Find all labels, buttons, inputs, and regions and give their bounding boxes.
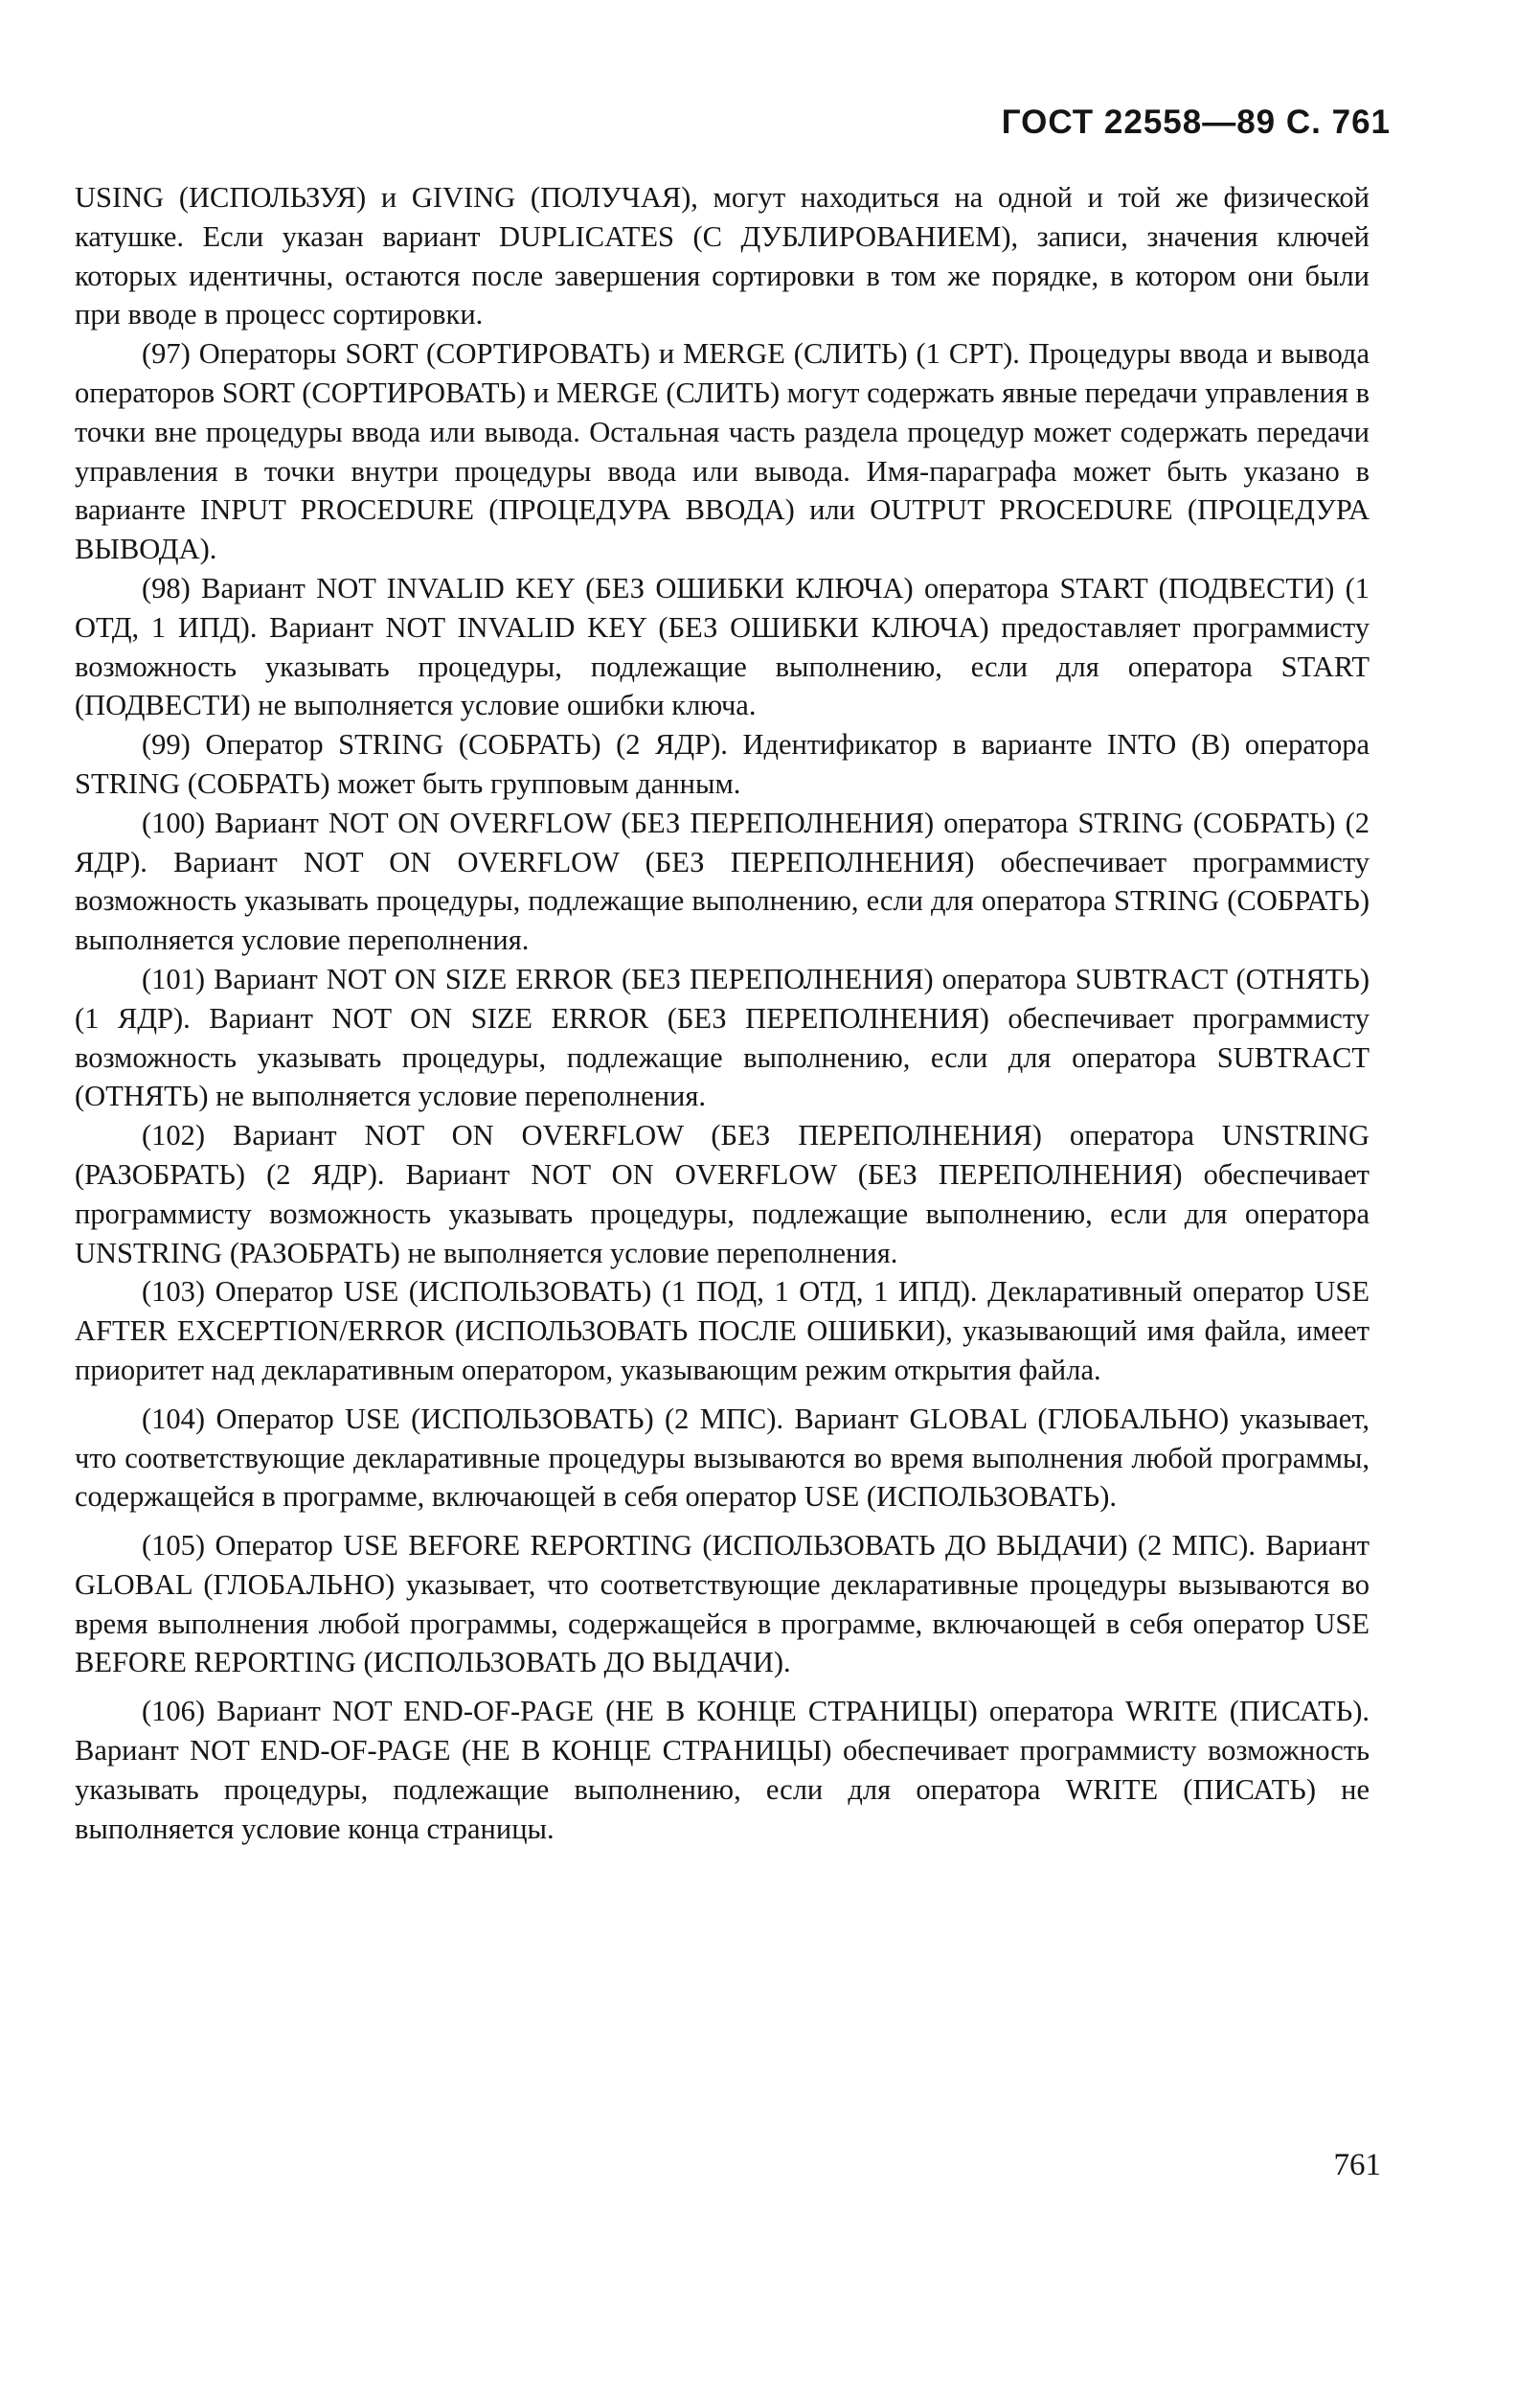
paragraph-99: (99) Оператор STRING (СОБРАТЬ) (2 ЯДР). Идентификатор в варианте INTO (В) оператора STRING (СОБРАТЬ) может быть групповым данным. (75, 728, 1370, 800)
page-number: 761 (1333, 2148, 1381, 2182)
paragraph-100: (100) Вариант NOT ON OVERFLOW (БЕЗ ПЕРЕПОЛНЕНИЯ) оператора STRING (СОБРАТЬ) (2 ЯДР). Вариант NOT ON OVERFLOW (БЕЗ ПЕРЕПОЛНЕНИЯ) обеспечивает программисту возможность указывать процедуры, подлежащие выполнению, если для оператора STRING (СОБРАТЬ) выполняется условие переполнения. (75, 806, 1370, 957)
paragraph-105: (105) Оператор USE BEFORE REPORTING (ИСПОЛЬЗОВАТЬ ДО ВЫДАЧИ) (2 МПС). Вариант GLOBAL (ГЛОБАЛЬНО) указывает, что соответствующие декларативные процедуры вызываются во время выполнения любой программы, содержащейся в программе, включающей в себя оператор USE BEFORE REPORTING (ИСПОЛЬЗОВАТЬ ДО ВЫДАЧИ). (75, 1529, 1370, 1679)
paragraph-106: (106) Вариант NOT END-OF-PAGE (НЕ В КОНЦЕ СТРАНИЦЫ) оператора WRITE (ПИСАТЬ). Вариант NOT END-OF-PAGE (НЕ В КОНЦЕ СТРАНИЦЫ) обеспечивает программисту возможность указывать процедуры, подлежащие выполнению, если для оператора WRITE (ПИСАТЬ) не выполняется условие конца страницы. (75, 1695, 1370, 1845)
paragraph-102: (102) Вариант NOT ON OVERFLOW (БЕЗ ПЕРЕПОЛНЕНИЯ) оператора UNSTRING (РАЗОБРАТЬ) (2 ЯДР). Вариант NOT ON OVERFLOW (БЕЗ ПЕРЕПОЛНЕНИЯ) обеспечивает программисту возможность указывать процедуры, подлежащие выполнению, если для оператора UNSTRING (РАЗОБРАТЬ) не выполняется условие переполнения. (75, 1119, 1370, 1269)
paragraph-103: (103) Оператор USE (ИСПОЛЬЗОВАТЬ) (1 ПОД, 1 ОТД, 1 ИПД). Декларативный оператор USE AFTER EXCEPTION/ERROR (ИСПОЛЬЗОВАТЬ ПОСЛЕ ОШИБКИ), указывающий имя файла, имеет приоритет над декларативным оператором, указывающим режим открытия файла. (75, 1275, 1370, 1386)
paragraph-101: (101) Вариант NOT ON SIZE ERROR (БЕЗ ПЕРЕПОЛНЕНИЯ) оператора SUBTRACT (ОТНЯТЬ) (1 ЯДР). Вариант NOT ON SIZE ERROR (БЕЗ ПЕРЕПОЛНЕНИЯ) обеспечивает программисту возможность указывать процедуры, подлежащие выполнению, если для оператора SUBTRACT (ОТНЯТЬ) не выполняется условие переполнения. (75, 962, 1370, 1113)
paragraph-98: (98) Вариант NOT INVALID KEY (БЕЗ ОШИБКИ КЛЮЧА) оператора START (ПОДВЕСТИ) (1 ОТД, 1 ИПД). Вариант NOT INVALID KEY (БЕЗ ОШИБКИ КЛЮЧА) предоставляет программисту возможность указывать процедуры, подлежащие выполнению, если для оператора START (ПОДВЕСТИ) не выполняется условие ошибки ключа. (75, 571, 1370, 722)
paragraph-97: (97) Операторы SORT (СОРТИРОВАТЬ) и MERGE (СЛИТЬ) (1 СРТ). Процедуры ввода и вывода операторов SORT (СОРТИРОВАТЬ) и MERGE (СЛИТЬ) могут содержать явные передачи управления в точки вне процедуры ввода или вывода. Остальная часть раздела процедур может содержать передачи управления в точки внутри процедуры ввода или вывода. Имя-параграфа может быть указано в варианте INPUT PROCEDURE (ПРОЦЕДУРА ВВОДА) или OUTPUT PROCEDURE (ПРОЦЕДУРА ВЫВОДА). (75, 337, 1370, 566)
paragraph-continuation: USING (ИСПОЛЬЗУЯ) и GIVING (ПОЛУЧАЯ), могут находиться на одной и той же физической катушке. Если указан вариант DUPLICATES (С ДУБЛИРОВАНИЕМ), записи, значения ключей которых идентичны, остаются после завершения сортировки в том же порядке, в котором они были при вводе в процесс сортировки. (75, 181, 1370, 331)
page-body (75, 178, 1370, 1848)
page-header: ГОСТ 22558—89 С. 761 (1001, 103, 1391, 141)
paragraph-104: (104) Оператор USE (ИСПОЛЬЗОВАТЬ) (2 МПС). Вариант GLOBAL (ГЛОБАЛЬНО) указывает, что соответствующие декларативные процедуры вызываются во время выполнения любой программы, содержащейся в программе, включающей в себя оператор USE (ИСПОЛЬЗОВАТЬ). (75, 1402, 1370, 1514)
